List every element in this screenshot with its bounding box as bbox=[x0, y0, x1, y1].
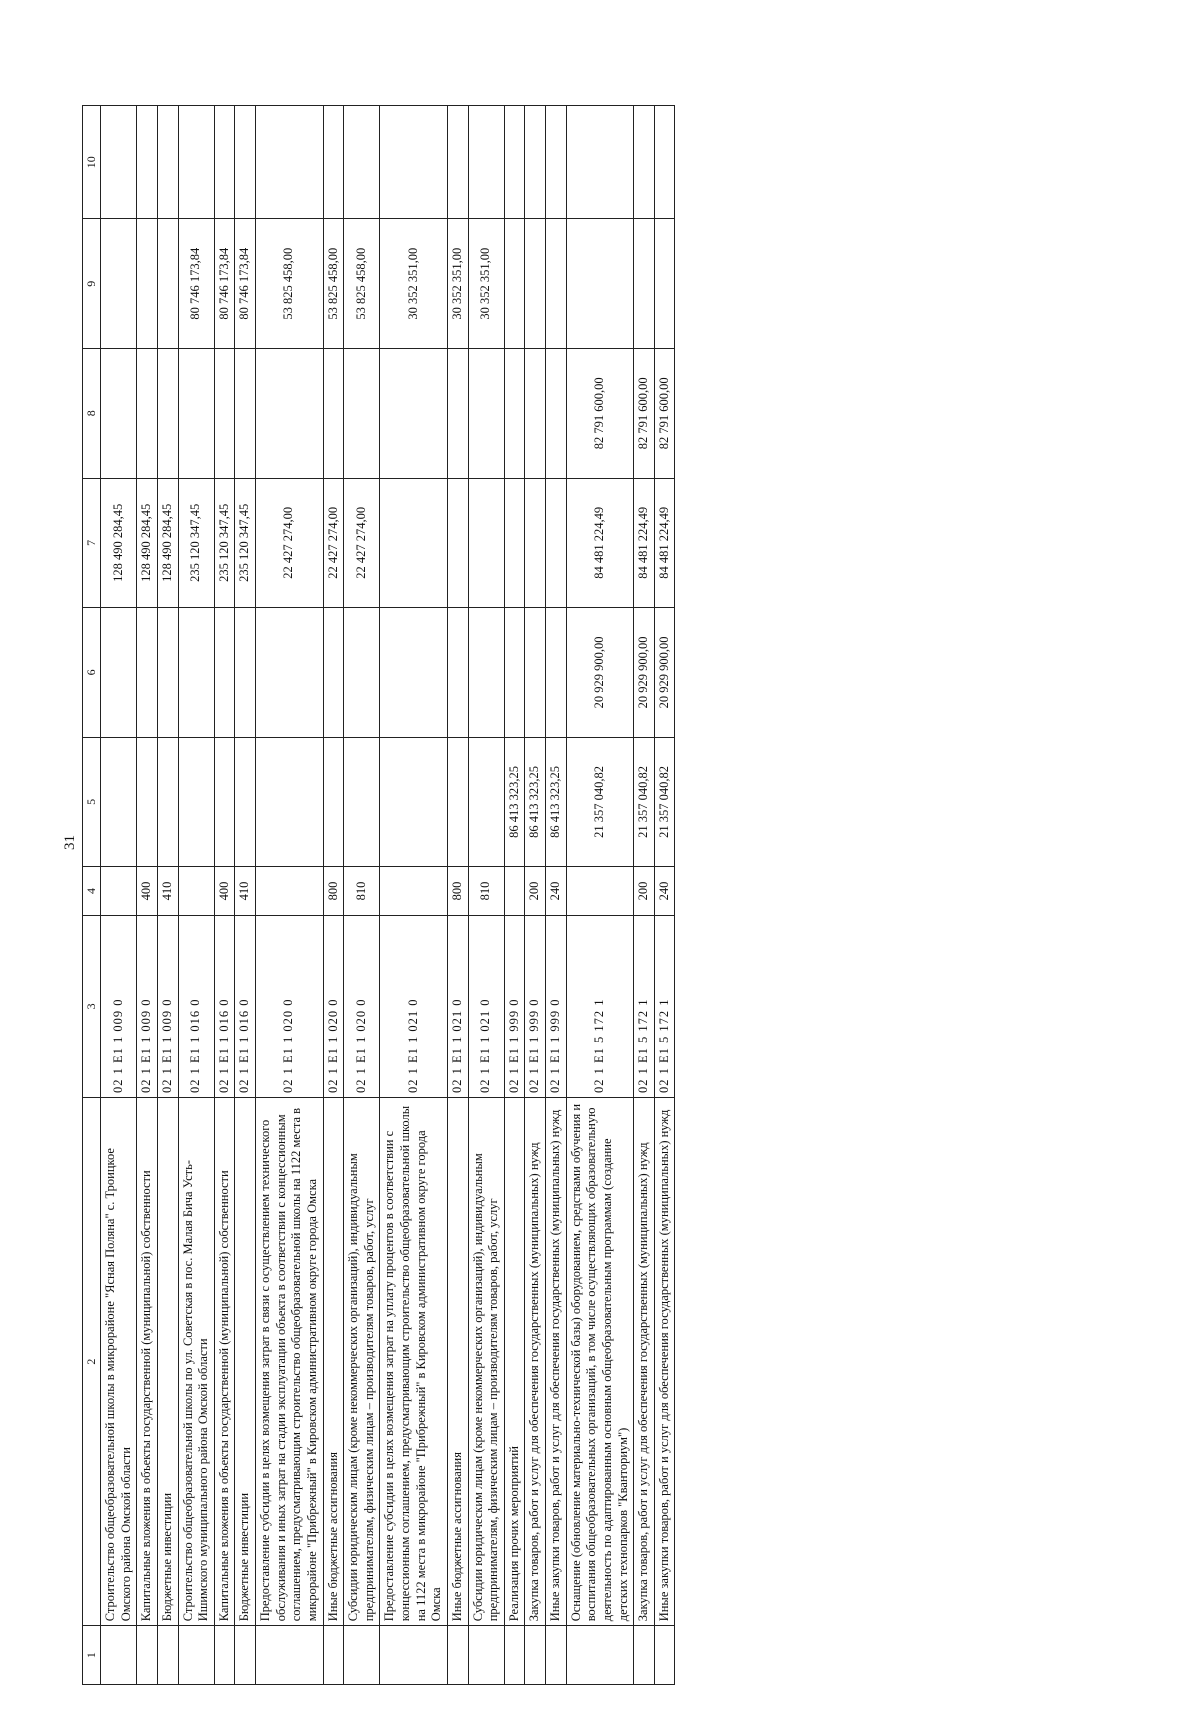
row-expense-type: 200 bbox=[525, 867, 546, 916]
row-name: Закупка товаров, работ и услуг для обеспечения государственных (муниципальных) нужд bbox=[634, 1097, 655, 1625]
row-value-5: 86 413 323,25 bbox=[546, 737, 567, 867]
row-value-10 bbox=[137, 106, 158, 219]
budget-table-container bbox=[82, 105, 1042, 1685]
row-value-7 bbox=[525, 478, 546, 608]
row-value-9 bbox=[566, 219, 634, 349]
row-value-5: 86 413 323,25 bbox=[504, 737, 525, 867]
row-value-10 bbox=[546, 106, 567, 219]
row-value-7: 22 427 274,00 bbox=[323, 478, 344, 608]
row-name: Бюджетные инвестиции bbox=[235, 1097, 256, 1625]
row-value-5 bbox=[178, 737, 214, 867]
table-row bbox=[323, 106, 344, 1685]
row-value-8 bbox=[546, 349, 567, 479]
row-code: 02 1 E1 1 999 0 bbox=[546, 915, 567, 1097]
row-name: Иные закупки товаров, работ и услуг для обеспечения государственных (муниципальных) нужд bbox=[546, 1097, 567, 1625]
row-value-5 bbox=[235, 737, 256, 867]
row-value-9 bbox=[157, 219, 178, 349]
row-value-5 bbox=[101, 737, 137, 867]
row-code: 02 1 E1 1 016 0 bbox=[235, 915, 256, 1097]
row-name: Оснащение (обновление материально-технической базы) оборудованием, средствами обучения и воспитания общеобразовательных организаций, в том числе осуществляющих образовательную деятельность по адаптированным основным общеобразовательным программам (создание детских технопарков "Кванториум") bbox=[566, 1097, 634, 1625]
row-value-10 bbox=[256, 106, 324, 219]
row-value-10 bbox=[323, 106, 344, 219]
cell-col1 bbox=[525, 1626, 546, 1685]
row-value-10 bbox=[157, 106, 178, 219]
cell-col1 bbox=[634, 1626, 655, 1685]
row-value-7: 84 481 224,49 bbox=[566, 478, 634, 608]
row-name: Капитальные вложения в объекты государственной (муниципальной) собственности bbox=[214, 1097, 235, 1625]
row-value-7: 22 427 274,00 bbox=[256, 478, 324, 608]
row-value-6 bbox=[525, 608, 546, 738]
row-value-9 bbox=[101, 219, 137, 349]
row-expense-type: 240 bbox=[654, 867, 675, 916]
row-value-9: 53 825 458,00 bbox=[344, 219, 380, 349]
row-value-5 bbox=[323, 737, 344, 867]
row-name: Реализация прочих мероприятий bbox=[504, 1097, 525, 1625]
row-expense-type bbox=[178, 867, 214, 916]
row-expense-type: 200 bbox=[634, 867, 655, 916]
table-row bbox=[157, 106, 178, 1685]
row-value-8 bbox=[504, 349, 525, 479]
table-row bbox=[380, 106, 448, 1685]
row-value-9: 80 746 173,84 bbox=[178, 219, 214, 349]
row-value-10 bbox=[235, 106, 256, 219]
row-code: 02 1 E1 1 020 0 bbox=[256, 915, 324, 1097]
row-value-6: 20 929 900,00 bbox=[634, 608, 655, 738]
row-value-5 bbox=[256, 737, 324, 867]
cell-col1 bbox=[654, 1626, 675, 1685]
row-value-5: 21 357 040,82 bbox=[566, 737, 634, 867]
cell-col1 bbox=[178, 1626, 214, 1685]
header-cell: 9 bbox=[83, 219, 101, 349]
row-value-9: 80 746 173,84 bbox=[235, 219, 256, 349]
cell-col1 bbox=[101, 1626, 137, 1685]
row-name: Закупка товаров, работ и услуг для обеспечения государственных (муниципальных) нужд bbox=[525, 1097, 546, 1625]
row-value-8: 82 791 600,00 bbox=[634, 349, 655, 479]
table-row bbox=[566, 106, 634, 1685]
cell-col1 bbox=[566, 1626, 634, 1685]
row-code: 02 1 E1 1 009 0 bbox=[101, 915, 137, 1097]
table-row bbox=[101, 106, 137, 1685]
row-name: Иные бюджетные ассигнования bbox=[447, 1097, 468, 1625]
cell-col1 bbox=[447, 1626, 468, 1685]
cell-col1 bbox=[380, 1626, 448, 1685]
row-expense-type bbox=[256, 867, 324, 916]
row-value-6 bbox=[546, 608, 567, 738]
row-name: Иные бюджетные ассигнования bbox=[323, 1097, 344, 1625]
row-value-8 bbox=[380, 349, 448, 479]
row-name: Предоставление субсидии в целях возмещения затрат на уплату процентов в соответствии с концессионным соглашением, предусматривающим строительство общеобразовательной школы на 1122 места в микрорайоне "Прибрежный" в Кировском административном округе города Омска bbox=[380, 1097, 448, 1625]
row-code: 02 1 E1 1 999 0 bbox=[504, 915, 525, 1097]
row-value-9: 53 825 458,00 bbox=[323, 219, 344, 349]
row-value-5 bbox=[447, 737, 468, 867]
row-value-7: 84 481 224,49 bbox=[654, 478, 675, 608]
table-row bbox=[447, 106, 468, 1685]
row-code: 02 1 E1 1 021 0 bbox=[468, 915, 504, 1097]
row-value-6: 20 929 900,00 bbox=[566, 608, 634, 738]
row-code: 02 1 E1 1 009 0 bbox=[137, 915, 158, 1097]
row-expense-type bbox=[566, 867, 634, 916]
row-code: 02 1 E1 1 020 0 bbox=[323, 915, 344, 1097]
header-cell: 5 bbox=[83, 737, 101, 867]
table-row bbox=[654, 106, 675, 1685]
row-name: Субсидии юридическим лицам (кроме некоммерческих организаций), индивидуальным предпринимателям, физическим лицам – производителям товаров, работ, услуг bbox=[344, 1097, 380, 1625]
row-value-7: 235 120 347,45 bbox=[235, 478, 256, 608]
row-code: 02 1 E1 5 172 1 bbox=[566, 915, 634, 1097]
row-expense-type: 810 bbox=[344, 867, 380, 916]
row-value-10 bbox=[214, 106, 235, 219]
row-value-6 bbox=[101, 608, 137, 738]
row-name: Предоставление субсидии в целях возмещения затрат в связи с осуществлением технического обслуживания и иных затрат на стадии эксплуатации объекта в соответствии с концессионным соглашением, предусматривающим строительство общеобразовательной школы на 1122 места в микрорайоне "Прибрежный" в Кировском административном округе города Омска bbox=[256, 1097, 324, 1625]
table-row bbox=[214, 106, 235, 1685]
cell-col1 bbox=[256, 1626, 324, 1685]
row-value-5 bbox=[214, 737, 235, 867]
row-value-10 bbox=[525, 106, 546, 219]
row-code: 02 1 E1 1 016 0 bbox=[178, 915, 214, 1097]
row-name: Бюджетные инвестиции bbox=[157, 1097, 178, 1625]
cell-col1 bbox=[137, 1626, 158, 1685]
row-value-6 bbox=[468, 608, 504, 738]
row-expense-type: 800 bbox=[447, 867, 468, 916]
row-value-8 bbox=[344, 349, 380, 479]
row-value-5 bbox=[137, 737, 158, 867]
row-value-8 bbox=[137, 349, 158, 479]
cell-col1 bbox=[235, 1626, 256, 1685]
row-value-10 bbox=[101, 106, 137, 219]
table-row bbox=[634, 106, 655, 1685]
row-expense-type bbox=[380, 867, 448, 916]
row-value-9: 30 352 351,00 bbox=[380, 219, 448, 349]
table-row bbox=[137, 106, 158, 1685]
row-expense-type: 810 bbox=[468, 867, 504, 916]
row-value-6 bbox=[447, 608, 468, 738]
row-code: 02 1 E1 1 999 0 bbox=[525, 915, 546, 1097]
row-value-8 bbox=[101, 349, 137, 479]
row-value-7 bbox=[447, 478, 468, 608]
row-value-10 bbox=[344, 106, 380, 219]
row-value-10 bbox=[468, 106, 504, 219]
row-expense-type bbox=[504, 867, 525, 916]
row-value-9 bbox=[525, 219, 546, 349]
row-value-9 bbox=[546, 219, 567, 349]
header-cell: 10 bbox=[83, 106, 101, 219]
row-value-8 bbox=[256, 349, 324, 479]
row-value-6 bbox=[256, 608, 324, 738]
table-row bbox=[468, 106, 504, 1685]
row-value-6 bbox=[214, 608, 235, 738]
row-value-6 bbox=[323, 608, 344, 738]
row-code: 02 1 E1 1 016 0 bbox=[214, 915, 235, 1097]
row-value-6 bbox=[504, 608, 525, 738]
cell-col1 bbox=[468, 1626, 504, 1685]
row-value-5: 86 413 323,25 bbox=[525, 737, 546, 867]
header-cell: 6 bbox=[83, 608, 101, 738]
row-expense-type: 800 bbox=[323, 867, 344, 916]
row-expense-type: 400 bbox=[137, 867, 158, 916]
row-value-5 bbox=[468, 737, 504, 867]
budget-table bbox=[82, 105, 675, 1685]
row-value-10 bbox=[178, 106, 214, 219]
page-number: 31 bbox=[62, 835, 78, 850]
header-cell: 7 bbox=[83, 478, 101, 608]
row-value-9 bbox=[504, 219, 525, 349]
row-value-10 bbox=[380, 106, 448, 219]
row-code: 02 1 E1 1 020 0 bbox=[344, 915, 380, 1097]
row-value-9: 80 746 173,84 bbox=[214, 219, 235, 349]
row-value-5 bbox=[344, 737, 380, 867]
row-value-6 bbox=[178, 608, 214, 738]
header-cell: 3 bbox=[83, 915, 101, 1097]
row-value-8: 82 791 600,00 bbox=[654, 349, 675, 479]
row-value-10 bbox=[504, 106, 525, 219]
row-value-9: 30 352 351,00 bbox=[447, 219, 468, 349]
row-value-8 bbox=[157, 349, 178, 479]
row-code: 02 1 E1 5 172 1 bbox=[634, 915, 655, 1097]
row-value-8 bbox=[214, 349, 235, 479]
row-value-6 bbox=[157, 608, 178, 738]
row-value-7 bbox=[380, 478, 448, 608]
row-value-5: 21 357 040,82 bbox=[654, 737, 675, 867]
table-row bbox=[256, 106, 324, 1685]
row-expense-type bbox=[101, 867, 137, 916]
row-value-6 bbox=[235, 608, 256, 738]
row-value-6 bbox=[344, 608, 380, 738]
table-row bbox=[546, 106, 567, 1685]
row-code: 02 1 E1 1 021 0 bbox=[447, 915, 468, 1097]
row-code: 02 1 E1 1 009 0 bbox=[157, 915, 178, 1097]
header-row bbox=[83, 106, 101, 1685]
row-value-7: 235 120 347,45 bbox=[178, 478, 214, 608]
row-value-7 bbox=[546, 478, 567, 608]
row-value-6 bbox=[137, 608, 158, 738]
cell-col1 bbox=[546, 1626, 567, 1685]
header-cell: 1 bbox=[83, 1626, 101, 1685]
row-value-8 bbox=[323, 349, 344, 479]
cell-col1 bbox=[157, 1626, 178, 1685]
row-value-10 bbox=[634, 106, 655, 219]
header-cell: 8 bbox=[83, 349, 101, 479]
row-expense-type: 410 bbox=[157, 867, 178, 916]
table-row bbox=[344, 106, 380, 1685]
header-cell: 4 bbox=[83, 867, 101, 916]
row-expense-type: 410 bbox=[235, 867, 256, 916]
row-value-7: 128 490 284,45 bbox=[137, 478, 158, 608]
cell-col1 bbox=[323, 1626, 344, 1685]
row-value-7: 128 490 284,45 bbox=[157, 478, 178, 608]
row-value-7: 235 120 347,45 bbox=[214, 478, 235, 608]
cell-col1 bbox=[214, 1626, 235, 1685]
row-value-9: 30 352 351,00 bbox=[468, 219, 504, 349]
row-value-8 bbox=[178, 349, 214, 479]
table-row bbox=[178, 106, 214, 1685]
row-value-8 bbox=[235, 349, 256, 479]
row-name: Капитальные вложения в объекты государственной (муниципальной) собственности bbox=[137, 1097, 158, 1625]
row-value-5 bbox=[380, 737, 448, 867]
row-value-5: 21 357 040,82 bbox=[634, 737, 655, 867]
row-name: Строительство общеобразовательной школы по ул. Советская в пос. Малая Бича Усть-Ишимского муниципального района Омской области bbox=[178, 1097, 214, 1625]
row-value-8 bbox=[468, 349, 504, 479]
cell-col1 bbox=[504, 1626, 525, 1685]
row-value-7: 22 427 274,00 bbox=[344, 478, 380, 608]
row-value-8 bbox=[525, 349, 546, 479]
row-value-10 bbox=[654, 106, 675, 219]
row-value-7 bbox=[468, 478, 504, 608]
row-name: Иные закупки товаров, работ и услуг для обеспечения государственных (муниципальных) нужд bbox=[654, 1097, 675, 1625]
table-row bbox=[525, 106, 546, 1685]
row-value-9 bbox=[634, 219, 655, 349]
row-code: 02 1 E1 5 172 1 bbox=[654, 915, 675, 1097]
row-value-5 bbox=[157, 737, 178, 867]
row-code: 02 1 E1 1 021 0 bbox=[380, 915, 448, 1097]
row-value-6: 20 929 900,00 bbox=[654, 608, 675, 738]
row-value-7: 128 490 284,45 bbox=[101, 478, 137, 608]
cell-col1 bbox=[344, 1626, 380, 1685]
row-name: Субсидии юридическим лицам (кроме некоммерческих организаций), индивидуальным предпринимателям, физическим лицам – производителям товаров, работ, услуг bbox=[468, 1097, 504, 1625]
row-value-7 bbox=[504, 478, 525, 608]
row-value-8 bbox=[447, 349, 468, 479]
row-value-6 bbox=[380, 608, 448, 738]
table-row bbox=[235, 106, 256, 1685]
row-value-7: 84 481 224,49 bbox=[634, 478, 655, 608]
row-value-8: 82 791 600,00 bbox=[566, 349, 634, 479]
row-expense-type: 400 bbox=[214, 867, 235, 916]
row-name: Строительство общеобразовательной школы в микрорайоне "Ясная Поляна" с. Троицкое Омского района Омской области bbox=[101, 1097, 137, 1625]
row-value-9 bbox=[137, 219, 158, 349]
row-value-10 bbox=[566, 106, 634, 219]
row-value-9: 53 825 458,00 bbox=[256, 219, 324, 349]
table-row bbox=[504, 106, 525, 1685]
header-cell: 2 bbox=[83, 1097, 101, 1625]
row-value-9 bbox=[654, 219, 675, 349]
row-value-10 bbox=[447, 106, 468, 219]
row-expense-type: 240 bbox=[546, 867, 567, 916]
